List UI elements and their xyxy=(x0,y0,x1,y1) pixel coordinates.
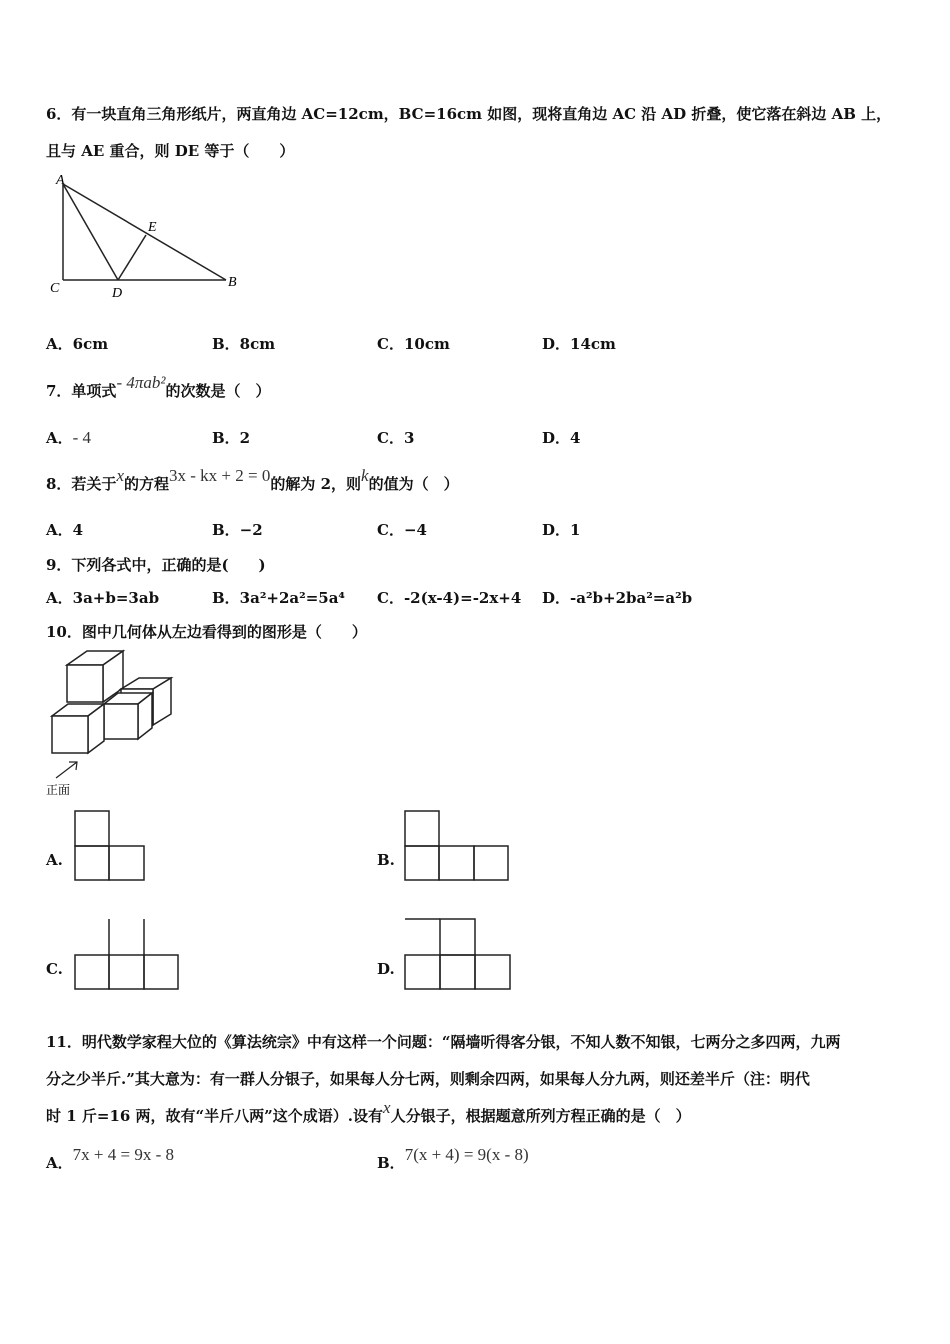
q10-option-c-label: C. xyxy=(46,960,63,978)
q8-option-b: B．−2 xyxy=(212,521,263,539)
q11-stem-line2: 分之少半斤.”其大意为：有一群人分银子，如果每人分七两，则剩余四两，如果每人分九两，则还差半斤（注：明代 xyxy=(46,1070,810,1088)
q10-option-a-figure xyxy=(74,810,146,882)
q8-var-k: k xyxy=(361,466,369,485)
q10-option-a-label: A. xyxy=(46,851,63,869)
q11-var-x: x xyxy=(383,1098,391,1117)
q10-option-d-label: D. xyxy=(377,960,395,978)
q6-stem-line1: 6．有一块直角三角形纸片，两直角边 AC=12cm，BC=16cm 如图，现将直角边 AC 沿 AD 折叠，使它落在斜边 AB 上， xyxy=(46,105,892,123)
label-e: E xyxy=(148,220,157,235)
q10-option-d-figure xyxy=(404,918,512,991)
q6-option-d: D．14cm xyxy=(542,335,616,353)
middle-cube-front-face xyxy=(104,704,138,739)
q8-var-x: x xyxy=(116,466,124,485)
q8-equation: 3x - kx + 2 = 0 xyxy=(169,466,271,485)
q10-option-b-label: B. xyxy=(377,851,395,869)
q11-option-a-label: A． xyxy=(46,1154,73,1172)
label-c: C xyxy=(50,281,60,296)
q7-stem xyxy=(46,373,271,401)
q7-option-a-label: A． xyxy=(46,429,73,447)
q10-stem: 10．图中几何体从左边看得到的图形是（ ） xyxy=(46,623,367,641)
q7-option-a-value: - 4 xyxy=(72,428,92,447)
segment-ab xyxy=(63,184,226,280)
q6-option-a: A．6cm xyxy=(46,335,109,353)
q6-option-c: C．10cm xyxy=(377,335,450,353)
q8-stem xyxy=(46,466,459,494)
label-d: D xyxy=(112,286,123,301)
q7-option-a xyxy=(46,427,91,448)
q9-option-c: C．-2(x-4)=-2x+4 xyxy=(377,589,522,607)
q6-triangle-figure xyxy=(48,172,248,302)
label-b: B xyxy=(228,275,237,290)
q8-mid: 的方程 xyxy=(123,475,169,493)
q8-option-a: A．4 xyxy=(46,521,84,539)
q7-option-b: B．2 xyxy=(212,429,251,447)
q11-option-a-equation: 7x + 4 = 9x - 8 xyxy=(72,1145,174,1164)
q11-stem-line3 xyxy=(46,1098,691,1126)
q11-option-b-label: B． xyxy=(377,1154,405,1172)
q7-option-d: D．4 xyxy=(542,429,581,447)
q9-option-d: D．-a²b+2ba²=a²b xyxy=(542,589,693,607)
label-a: A xyxy=(56,173,65,188)
front-view-arrow xyxy=(56,762,77,778)
segment-de xyxy=(118,235,146,280)
q6-stem-line2: 且与 AE 重合，则 DE 等于（ ） xyxy=(46,142,295,160)
q7-option-c: C．3 xyxy=(377,429,415,447)
q7-monomial: - 4πab² xyxy=(116,373,166,392)
q7-prefix: 7．单项式 xyxy=(46,382,117,400)
q8-prefix: 8．若关于 xyxy=(46,475,117,493)
q10-option-b-figure xyxy=(404,810,510,882)
q8-option-c: C．−4 xyxy=(377,521,427,539)
q8-suffix: 的值为（ ） xyxy=(368,475,459,493)
q11-option-b xyxy=(377,1145,529,1173)
front-cube-front-face xyxy=(52,716,88,753)
q6-option-b: B．8cm xyxy=(212,335,276,353)
q11-option-b-equation: 7(x + 4) = 9(x - 8) xyxy=(404,1145,529,1164)
segment-ad xyxy=(63,184,118,280)
q11-line3-end: 人分银子，根据题意所列方程正确的是（ ） xyxy=(390,1107,691,1125)
q8-mid2: 的解为 2，则 xyxy=(270,475,362,493)
q9-option-a: A．3a+b=3ab xyxy=(46,589,160,607)
q10-option-c-figure xyxy=(74,918,180,991)
q11-stem-line1: 11．明代数学家程大位的《算法统宗》中有这样一个问题：“隔墙听得客分银，不知人数不知银，七两分之多四两，九两 xyxy=(46,1033,841,1051)
top-cube-front-face xyxy=(67,665,103,702)
q11-option-a xyxy=(46,1145,174,1173)
q9-option-b: B．3a²+2a²=5a⁴ xyxy=(212,589,345,607)
front-view-label: 正面 xyxy=(46,783,71,797)
q9-stem: 9．下列各式中，正确的是( ) xyxy=(46,556,266,574)
q10-cube-solid-figure xyxy=(44,648,184,800)
q11-line3-start: 时 1 斤=16 两，故有“半斤八两”这个成语）.设有 xyxy=(46,1107,384,1125)
q8-option-d: D．1 xyxy=(542,521,581,539)
q7-suffix: 的次数是（ ） xyxy=(165,382,271,400)
